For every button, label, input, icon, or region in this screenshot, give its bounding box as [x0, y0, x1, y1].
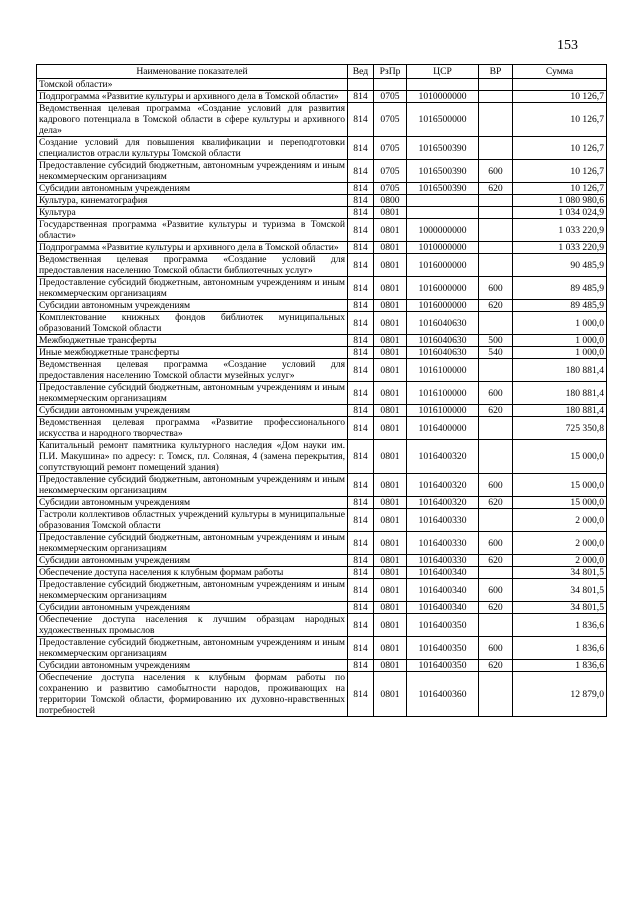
cell-sum: 34 801,5 [513, 567, 607, 579]
cell-vr: 620 [479, 555, 513, 567]
cell-vr [479, 417, 513, 440]
cell-sum: 1 080 980,6 [513, 195, 607, 207]
cell-sum [513, 79, 607, 91]
cell-name: Культура [37, 207, 348, 219]
cell-csr: 1016400350 [407, 637, 479, 660]
cell-ved: 814 [348, 637, 374, 660]
cell-vr [479, 359, 513, 382]
cell-ved: 814 [348, 195, 374, 207]
cell-csr: 1000000000 [407, 219, 479, 242]
cell-csr: 1016040630 [407, 312, 479, 335]
table-row [37, 509, 607, 532]
cell-name: Предоставление субсидий бюджетным, автономным учреждениям и иным некоммерческим организациям [37, 532, 348, 555]
cell-rzpr: 0801 [374, 532, 407, 555]
column-header-vr: ВР [479, 65, 513, 79]
cell-rzpr: 0801 [374, 614, 407, 637]
cell-name: Создание условий для повышения квалификации и переподготовки специалистов отрасли культуры Томской области [37, 137, 348, 160]
cell-ved: 814 [348, 359, 374, 382]
cell-sum: 89 485,9 [513, 277, 607, 300]
table-row [37, 672, 607, 717]
cell-csr: 1016400340 [407, 579, 479, 602]
cell-csr: 1016400350 [407, 660, 479, 672]
table-row [37, 602, 607, 614]
cell-ved: 814 [348, 579, 374, 602]
cell-sum: 1 000,0 [513, 347, 607, 359]
cell-rzpr: 0801 [374, 417, 407, 440]
table-row [37, 359, 607, 382]
cell-rzpr: 0801 [374, 579, 407, 602]
cell-rzpr: 0801 [374, 567, 407, 579]
cell-sum: 10 126,7 [513, 103, 607, 137]
budget-table [36, 64, 607, 717]
cell-ved [348, 79, 374, 91]
cell-sum: 2 000,0 [513, 509, 607, 532]
cell-name: Предоставление субсидий бюджетным, автономным учреждениям и иным некоммерческим организациям [37, 474, 348, 497]
cell-name: Гастроли коллективов областных учреждений культуры в муниципальные образования Томской области [37, 509, 348, 532]
cell-csr: 1016000000 [407, 300, 479, 312]
table-row [37, 555, 607, 567]
table-row [37, 532, 607, 555]
table-row [37, 137, 607, 160]
cell-csr: 1016500390 [407, 183, 479, 195]
table-row [37, 300, 607, 312]
cell-ved: 814 [348, 555, 374, 567]
cell-ved: 814 [348, 417, 374, 440]
cell-vr: 500 [479, 335, 513, 347]
cell-ved: 814 [348, 137, 374, 160]
table-row [37, 183, 607, 195]
cell-vr [479, 254, 513, 277]
cell-name: Обеспечение доступа населения к клубным формам работы [37, 567, 348, 579]
cell-ved: 814 [348, 312, 374, 335]
cell-name: Ведомственная целевая программа «Создание условий для предоставления населению Томской области музейных услуг» [37, 359, 348, 382]
table-row [37, 207, 607, 219]
cell-ved: 814 [348, 382, 374, 405]
table-row [37, 160, 607, 183]
cell-sum: 12 879,0 [513, 672, 607, 717]
table-row [37, 254, 607, 277]
column-header-ved: Вед [348, 65, 374, 79]
table-row [37, 312, 607, 335]
table-row [37, 219, 607, 242]
table-row [37, 79, 607, 91]
cell-csr [407, 195, 479, 207]
cell-csr: 1016400340 [407, 602, 479, 614]
cell-vr: 600 [479, 277, 513, 300]
cell-rzpr: 0801 [374, 602, 407, 614]
cell-ved: 814 [348, 614, 374, 637]
cell-name: Субсидии автономным учреждениям [37, 602, 348, 614]
cell-vr [479, 440, 513, 474]
cell-csr: 1016500000 [407, 103, 479, 137]
cell-csr: 1016400330 [407, 555, 479, 567]
cell-name: Межбюджетные трансферты [37, 335, 348, 347]
cell-rzpr: 0801 [374, 242, 407, 254]
cell-rzpr: 0801 [374, 347, 407, 359]
cell-rzpr: 0801 [374, 440, 407, 474]
cell-name: Обеспечение доступа населения к лучшим образцам народных художественных промыслов [37, 614, 348, 637]
cell-csr: 1016400340 [407, 567, 479, 579]
cell-sum: 15 000,0 [513, 474, 607, 497]
cell-rzpr: 0801 [374, 359, 407, 382]
cell-vr [479, 567, 513, 579]
cell-rzpr: 0705 [374, 91, 407, 103]
cell-rzpr: 0801 [374, 312, 407, 335]
cell-csr: 1016400360 [407, 672, 479, 717]
table-row [37, 242, 607, 254]
table-row [37, 405, 607, 417]
cell-sum: 1 836,6 [513, 660, 607, 672]
cell-rzpr: 0801 [374, 474, 407, 497]
cell-name: Подпрограмма «Развитие культуры и архивного дела в Томской области» [37, 242, 348, 254]
cell-name: Капитальный ремонт памятника культурного наследия «Дом науки им. П.И. Макушина» по адресу: г. Томск, пл. Соляная, 4 (замена перекрытия, сопутствующий ремонт помещений здания) [37, 440, 348, 474]
table-row [37, 660, 607, 672]
cell-name: Субсидии автономным учреждениям [37, 660, 348, 672]
cell-ved: 814 [348, 347, 374, 359]
table-row [37, 474, 607, 497]
cell-vr: 620 [479, 405, 513, 417]
cell-sum: 34 801,5 [513, 579, 607, 602]
cell-rzpr: 0705 [374, 160, 407, 183]
cell-ved: 814 [348, 672, 374, 717]
cell-csr: 1016400320 [407, 474, 479, 497]
cell-sum: 1 836,6 [513, 614, 607, 637]
cell-name: Томской области» [37, 79, 348, 91]
cell-vr [479, 672, 513, 717]
cell-name: Государственная программа «Развитие культуры и туризма в Томской области» [37, 219, 348, 242]
cell-vr [479, 242, 513, 254]
cell-sum: 10 126,7 [513, 160, 607, 183]
cell-sum: 180 881,4 [513, 359, 607, 382]
cell-name: Субсидии автономным учреждениям [37, 497, 348, 509]
table-row [37, 382, 607, 405]
cell-ved: 814 [348, 300, 374, 312]
cell-sum: 725 350,8 [513, 417, 607, 440]
cell-csr: 1016400330 [407, 509, 479, 532]
cell-vr: 620 [479, 497, 513, 509]
cell-rzpr [374, 79, 407, 91]
column-header-csr: ЦСР [407, 65, 479, 79]
cell-ved: 814 [348, 602, 374, 614]
cell-rzpr: 0801 [374, 660, 407, 672]
table-row [37, 579, 607, 602]
cell-name: Предоставление субсидий бюджетным, автономным учреждениям и иным некоммерческим организациям [37, 277, 348, 300]
cell-vr [479, 137, 513, 160]
page-number: 153 [557, 38, 578, 53]
cell-name: Предоставление субсидий бюджетным, автономным учреждениям и иным некоммерческим организациям [37, 382, 348, 405]
cell-sum: 15 000,0 [513, 497, 607, 509]
cell-csr: 1016500390 [407, 160, 479, 183]
cell-rzpr: 0801 [374, 497, 407, 509]
cell-csr: 1016040630 [407, 335, 479, 347]
column-header-sum: Сумма [513, 65, 607, 79]
cell-rzpr: 0705 [374, 103, 407, 137]
cell-vr: 600 [479, 382, 513, 405]
cell-name: Предоставление субсидий бюджетным, автономным учреждениям и иным некоммерческим организациям [37, 637, 348, 660]
cell-vr [479, 195, 513, 207]
cell-csr [407, 207, 479, 219]
cell-sum: 10 126,7 [513, 137, 607, 160]
table-header-row [37, 65, 607, 79]
cell-vr [479, 312, 513, 335]
cell-name: Субсидии автономным учреждениям [37, 300, 348, 312]
table-row [37, 195, 607, 207]
cell-rzpr: 0801 [374, 555, 407, 567]
cell-csr: 1016400330 [407, 532, 479, 555]
cell-vr: 620 [479, 660, 513, 672]
cell-csr: 1016400000 [407, 417, 479, 440]
cell-ved: 814 [348, 497, 374, 509]
cell-csr: 1016100000 [407, 405, 479, 417]
cell-ved: 814 [348, 474, 374, 497]
cell-vr: 620 [479, 183, 513, 195]
cell-ved: 814 [348, 183, 374, 195]
cell-name: Субсидии автономным учреждениям [37, 183, 348, 195]
cell-csr: 1016000000 [407, 277, 479, 300]
table-row [37, 497, 607, 509]
cell-vr: 600 [479, 532, 513, 555]
cell-name: Предоставление субсидий бюджетным, автономным учреждениям и иным некоммерческим организациям [37, 579, 348, 602]
cell-name: Субсидии автономным учреждениям [37, 555, 348, 567]
cell-name: Предоставление субсидий бюджетным, автономным учреждениям и иным некоммерческим организациям [37, 160, 348, 183]
cell-csr [407, 79, 479, 91]
cell-csr: 1016400350 [407, 614, 479, 637]
cell-csr: 1016400320 [407, 497, 479, 509]
cell-vr: 600 [479, 474, 513, 497]
cell-vr: 540 [479, 347, 513, 359]
cell-sum: 180 881,4 [513, 405, 607, 417]
cell-ved: 814 [348, 405, 374, 417]
cell-csr: 1016040630 [407, 347, 479, 359]
cell-sum: 1 034 024,9 [513, 207, 607, 219]
table-row [37, 277, 607, 300]
cell-sum: 15 000,0 [513, 440, 607, 474]
cell-name: Комплектование книжных фондов библиотек муниципальных образований Томской области [37, 312, 348, 335]
cell-rzpr: 0801 [374, 300, 407, 312]
cell-rzpr: 0801 [374, 405, 407, 417]
cell-sum: 1 033 220,9 [513, 219, 607, 242]
cell-name: Культура, кинематография [37, 195, 348, 207]
cell-vr: 620 [479, 602, 513, 614]
column-header-name: Наименование показателей [37, 65, 348, 79]
cell-rzpr: 0801 [374, 277, 407, 300]
cell-ved: 814 [348, 660, 374, 672]
cell-vr [479, 91, 513, 103]
cell-ved: 814 [348, 207, 374, 219]
cell-rzpr: 0801 [374, 254, 407, 277]
cell-name: Ведомственная целевая программа «Развитие профессионального искусства и народного творчества» [37, 417, 348, 440]
cell-vr [479, 509, 513, 532]
cell-rzpr: 0705 [374, 137, 407, 160]
cell-vr [479, 207, 513, 219]
cell-rzpr: 0801 [374, 219, 407, 242]
cell-rzpr: 0801 [374, 382, 407, 405]
cell-vr: 600 [479, 637, 513, 660]
table-body [37, 79, 607, 717]
cell-ved: 814 [348, 103, 374, 137]
cell-sum: 34 801,5 [513, 602, 607, 614]
cell-vr: 620 [479, 300, 513, 312]
table-row [37, 103, 607, 137]
cell-vr [479, 103, 513, 137]
table-row [37, 417, 607, 440]
cell-csr: 1016500390 [407, 137, 479, 160]
cell-sum: 2 000,0 [513, 532, 607, 555]
cell-ved: 814 [348, 219, 374, 242]
cell-ved: 814 [348, 277, 374, 300]
cell-sum: 180 881,4 [513, 382, 607, 405]
cell-csr: 1016400320 [407, 440, 479, 474]
cell-sum: 90 485,9 [513, 254, 607, 277]
cell-ved: 814 [348, 254, 374, 277]
cell-csr: 1016100000 [407, 359, 479, 382]
cell-csr: 1016000000 [407, 254, 479, 277]
cell-sum: 10 126,7 [513, 183, 607, 195]
cell-sum: 2 000,0 [513, 555, 607, 567]
column-header-rzpr: РзПр [374, 65, 407, 79]
cell-sum: 1 000,0 [513, 312, 607, 335]
cell-csr: 1010000000 [407, 91, 479, 103]
cell-name: Обеспечение доступа населения к клубным формам работы по сохранению и развитию самобытности народов, проживающих на территории Томской области, формированию их духовно-нравственных потребностей [37, 672, 348, 717]
cell-name: Иные межбюджетные трансферты [37, 347, 348, 359]
cell-rzpr: 0801 [374, 672, 407, 717]
table-row [37, 614, 607, 637]
cell-name: Ведомственная целевая программа «Создание условий для предоставления населению Томской области библиотечных услуг» [37, 254, 348, 277]
cell-sum: 1 000,0 [513, 335, 607, 347]
table-row [37, 347, 607, 359]
cell-name: Подпрограмма «Развитие культуры и архивного дела в Томской области» [37, 91, 348, 103]
cell-sum: 1 033 220,9 [513, 242, 607, 254]
cell-name: Субсидии автономным учреждениям [37, 405, 348, 417]
cell-vr [479, 79, 513, 91]
cell-vr [479, 219, 513, 242]
cell-ved: 814 [348, 242, 374, 254]
cell-sum: 89 485,9 [513, 300, 607, 312]
table-row [37, 91, 607, 103]
cell-vr: 600 [479, 579, 513, 602]
cell-rzpr: 0801 [374, 637, 407, 660]
cell-rzpr: 0705 [374, 183, 407, 195]
cell-csr: 1010000000 [407, 242, 479, 254]
cell-ved: 814 [348, 160, 374, 183]
cell-vr: 600 [479, 160, 513, 183]
table-row [37, 637, 607, 660]
cell-ved: 814 [348, 532, 374, 555]
cell-ved: 814 [348, 440, 374, 474]
cell-ved: 814 [348, 91, 374, 103]
cell-sum: 10 126,7 [513, 91, 607, 103]
table-row [37, 335, 607, 347]
cell-ved: 814 [348, 509, 374, 532]
cell-rzpr: 0801 [374, 509, 407, 532]
table-row [37, 440, 607, 474]
cell-rzpr: 0801 [374, 207, 407, 219]
cell-vr [479, 614, 513, 637]
table-row [37, 567, 607, 579]
cell-ved: 814 [348, 335, 374, 347]
cell-sum: 1 836,6 [513, 637, 607, 660]
cell-rzpr: 0801 [374, 335, 407, 347]
cell-name: Ведомственная целевая программа «Создание условий для развития кадрового потенциала в Томской области в сфере культуры и архивного дела» [37, 103, 348, 137]
cell-csr: 1016100000 [407, 382, 479, 405]
cell-rzpr: 0800 [374, 195, 407, 207]
cell-ved: 814 [348, 567, 374, 579]
